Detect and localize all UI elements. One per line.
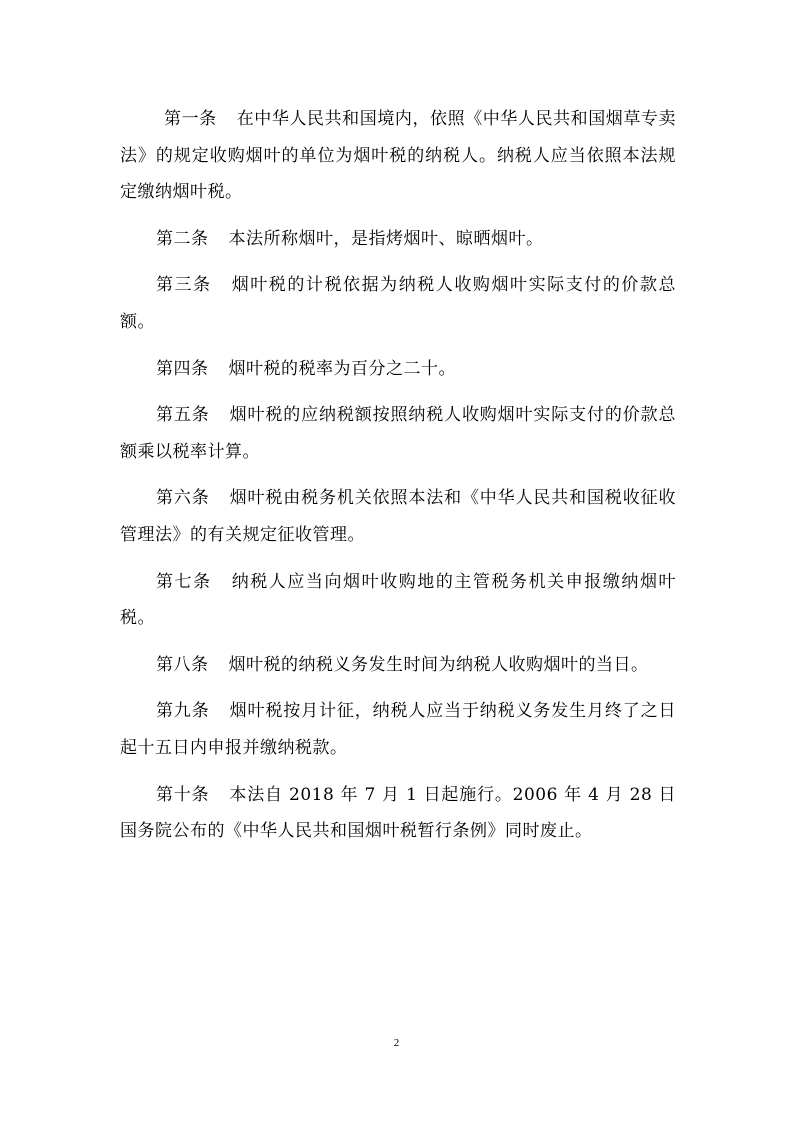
article-number: 第九条 [156,701,210,722]
article-text: 本法自 2018 年 7 月 1 日起施行。2006 年 4 月 28 日国务院公布的《中华人民共和国烟叶税暂行条例》同时废止。 [120,784,676,842]
article-6 [120,480,676,553]
article-text: 纳税人应当向烟叶收购地的主管税务机关申报缴纳烟叶税。 [120,571,677,629]
article-number: 第五条 [156,405,210,426]
article-number: 第四条 [156,358,209,379]
article-2 [120,221,676,258]
article-4 [120,351,676,388]
article-text: 在中华人民共和国境内，依照《中华人民共和国烟草专卖法》的规定收购烟叶的单位为烟叶税的纳税人。纳税人应当依照本法规定缴纳烟叶税。 [120,109,677,203]
article-number: 第二条 [156,228,209,249]
article-9 [120,693,676,766]
article-number: 第一条 [164,109,217,129]
article-text: 烟叶税由税务机关依照本法和《中华人民共和国税收征收管理法》的有关规定征收管理。 [120,488,677,545]
article-1 [120,101,676,211]
article-5 [120,397,676,470]
article-text: 烟叶税的计税依据为纳税人收购烟叶实际支付的价款总额。 [120,275,677,332]
article-3 [120,267,676,340]
article-number: 第七条 [156,571,212,592]
article-number: 第六条 [156,488,210,509]
document-body [120,101,676,860]
article-text: 本法所称烟叶，是指烤烟叶、晾晒烟叶。 [228,228,544,249]
article-text: 烟叶税的应纳税额按照纳税人收购烟叶实际支付的价款总额乘以税率计算。 [120,405,677,462]
article-7 [120,564,676,637]
article-text: 烟叶税的纳税义务发生时间为纳税人收购烟叶的当日。 [228,654,649,675]
article-10 [120,777,676,850]
article-number: 第十条 [156,784,210,805]
article-text: 烟叶税按月计征，纳税人应当于纳税义务发生月终了之日起十五日内申报并缴纳税款。 [120,701,677,758]
page-number: 2 [393,1037,400,1049]
article-number: 第八条 [156,654,209,675]
article-text: 烟叶税的税率为百分之二十。 [228,358,456,379]
article-8 [120,647,676,684]
article-number: 第三条 [156,275,212,296]
